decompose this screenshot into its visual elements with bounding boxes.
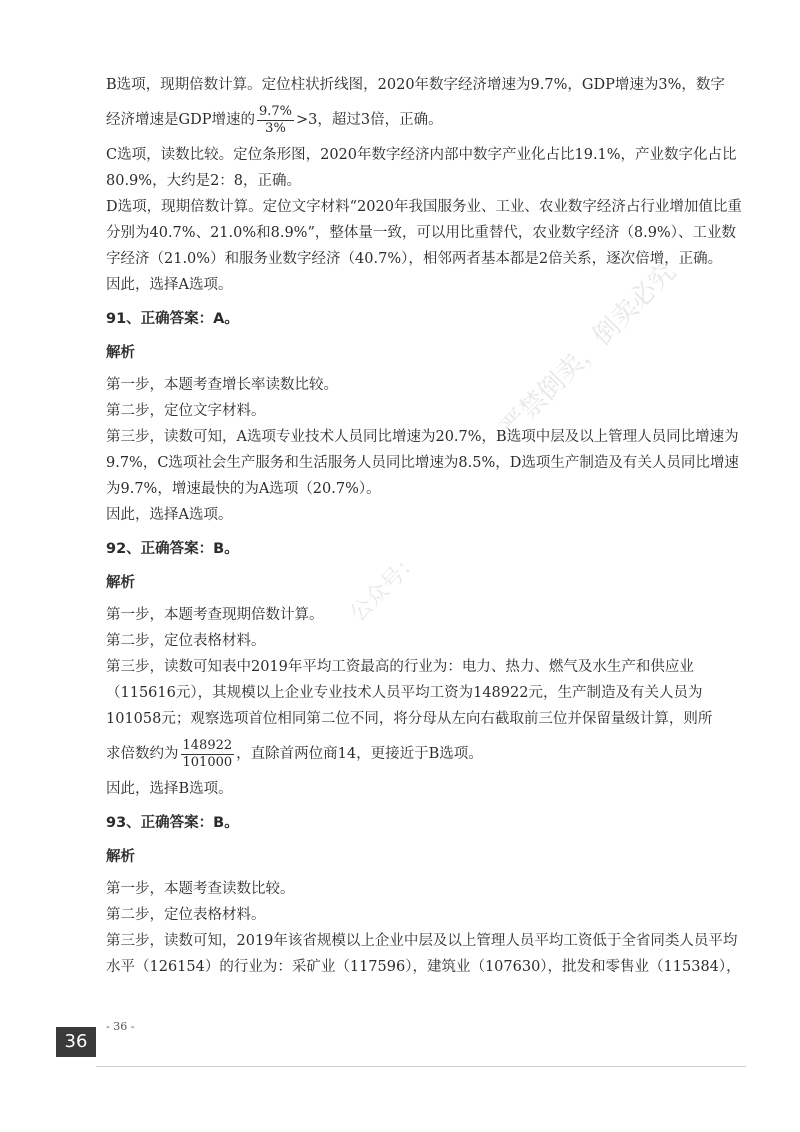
analysis-label-92: 解析 <box>106 575 135 591</box>
watermark-text-2: 公众号： <box>345 546 426 627</box>
document-body <box>106 72 746 980</box>
analysis-label-91: 解析 <box>106 345 135 361</box>
q91-line: 因此，选择A选项。 <box>106 507 233 523</box>
q92-fraction-line <box>106 732 746 776</box>
answer-heading-91: 91、正确答案：A。 <box>106 311 239 327</box>
answer-heading-92: 92、正确答案：B。 <box>106 541 239 557</box>
fraction-prefix: 求倍数约为 <box>106 746 179 762</box>
paragraph-fraction-1 <box>106 98 746 142</box>
paragraph-option-c: C选项，读数比较。定位条形图，2020年数字经济内部中数字产业化占比19.1%，产业数字化占比80.9%，大约是2：8，正确。 <box>106 147 737 189</box>
page-number-badge: 36 <box>56 1027 96 1057</box>
q91-line: 第三步，读数可知，A选项专业技术人员同比增速为20.7%，B选项中层及以上管理人员同比增速为9.7%，C选项社会生产服务和生活服务人员同比增速为8.5%，D选项生产制造及有关人员同比增速为9.7%，增速最快的为A选项（20.7%）。 <box>106 429 739 497</box>
analysis-label-93: 解析 <box>106 849 135 865</box>
paragraph-option-d: D选项，现期倍数计算。定位文字材料“2020年我国服务业、工业、农业数字经济占行业增加值比重分别为40.7%、21.0%和8.9%”，整体量一致，可以用比重替代，农业数字经济（8.9%）、工业数字经济（21.0%）和服务业数字经济（40.7%），相邻两者基本都是2倍关系，逐次倍增，正确。 <box>106 199 742 267</box>
q92-line: 第一步，本题考查现期倍数计算。 <box>106 607 324 623</box>
answer-heading-93: 93、正确答案：B。 <box>106 815 239 831</box>
fraction-prefix: 经济增速是GDP增速的 <box>106 112 255 128</box>
fraction-suffix: ，直除首两位商14，更接近于B选项。 <box>236 746 483 762</box>
q93-line: 第一步，本题考查读数比较。 <box>106 881 295 897</box>
q91-line: 第一步，本题考查增长率读数比较。 <box>106 377 338 393</box>
q93-line: 第三步，读数可知，2019年该省规模以上企业中层及以上管理人员平均工资低于全省同类人员平均水平（126154）的行业为：采矿业（117596），建筑业（107630），批发和零售业（115384）， <box>106 933 741 975</box>
watermark-text: 严禁倒卖，倒卖必究 <box>495 256 683 444</box>
fraction-suffix: >3，超过3倍，正确。 <box>296 112 443 128</box>
paragraph-option-b: B选项，现期倍数计算。定位柱状折线图，2020年数字经济增速为9.7%，GDP增速为3%，数字 <box>106 77 725 93</box>
fraction-148922-over-101000: $\frac{148922}{101000}$ <box>182 737 233 770</box>
q93-line: 第二步，定位表格材料。 <box>106 907 266 923</box>
paragraph-conclusion: 因此，选择A选项。 <box>106 277 233 293</box>
fraction-9-7-over-3: $\frac{9.7\%}{3\%}$ <box>258 103 292 136</box>
q92-line: 第三步，读数可知表中2019年平均工资最高的行业为：电力、热力、燃气及水生产和供应业（115616元），其规模以上企业专业技术人员平均工资为148922元，生产制造及有关人员为101058元；观察选项首位相同第二位不同，将分母从左向右截取前三位并保留量级计算，则所 <box>106 659 713 727</box>
footer-divider <box>96 1066 746 1067</box>
q91-line: 第二步，定位文字材料。 <box>106 403 266 419</box>
q92-line: 第二步，定位表格材料。 <box>106 633 266 649</box>
q92-conclusion: 因此，选择B选项。 <box>106 781 233 797</box>
page-number-label: - 36 - <box>106 1020 135 1033</box>
